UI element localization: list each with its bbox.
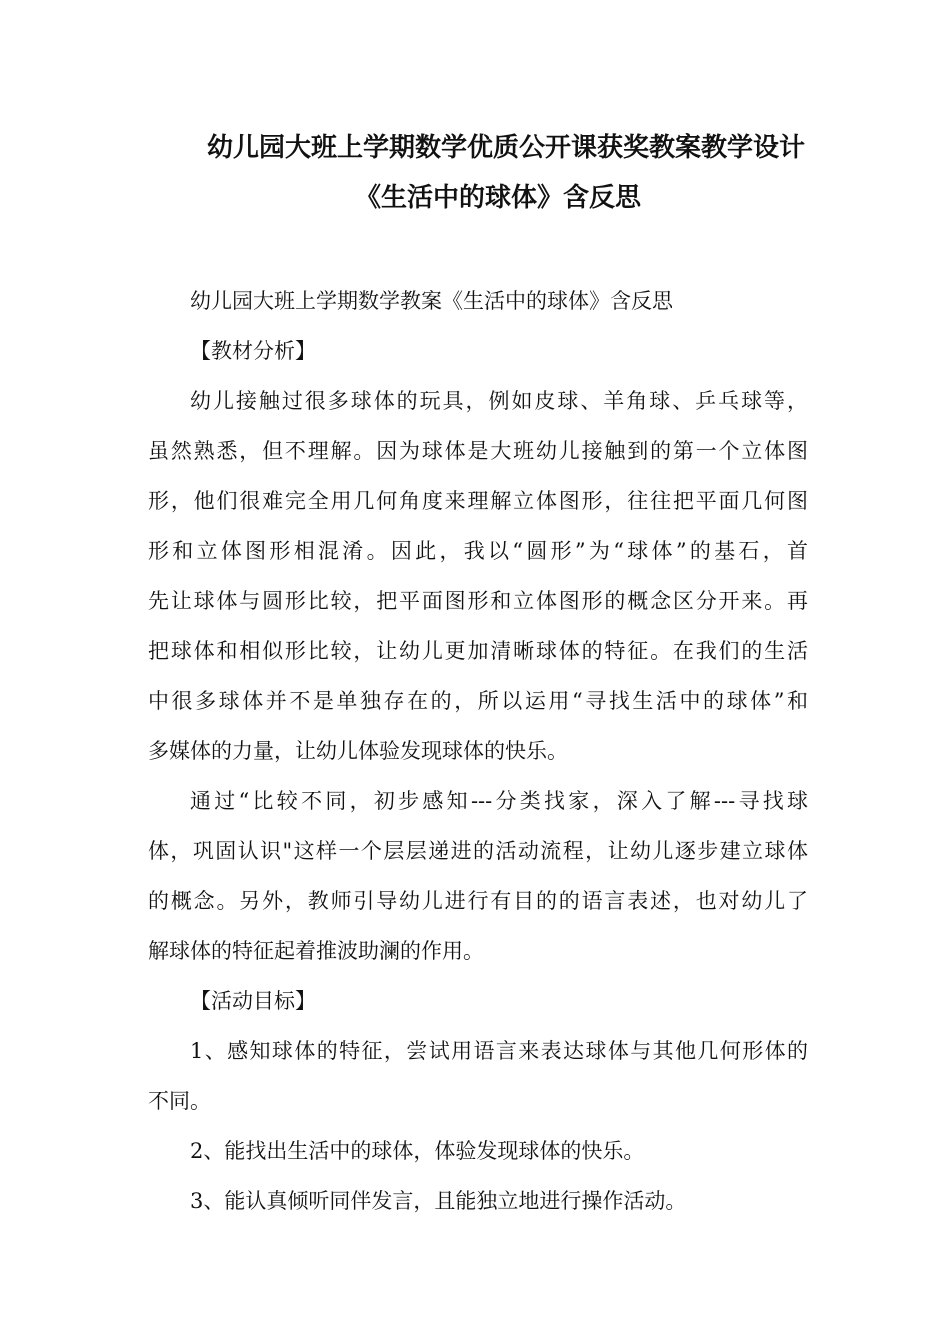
paragraph-line: 形和立体图形相混淆。因此，我以“圆形”为“球体”的基石，首 bbox=[148, 539, 808, 563]
goal-item-3: 3、能认真倾听同伴发言，且能独立地进行操作活动。 bbox=[190, 1189, 687, 1213]
paragraph-line: 虽然熟悉，但不理解。因为球体是大班幼儿接触到的第一个立体图 bbox=[148, 439, 808, 463]
paragraph-line: 幼儿接触过很多球体的玩具，例如皮球、羊角球、乒乓球等， bbox=[190, 389, 808, 413]
goal-item-2: 2、能找出生活中的球体，体验发现球体的快乐。 bbox=[190, 1139, 645, 1163]
goal-item-1-line: 不同。 bbox=[148, 1089, 211, 1113]
section-heading-activity-goals: 【活动目标】 bbox=[190, 989, 316, 1013]
paragraph-line: 形，他们很难完全用几何角度来理解立体图形，往往把平面几何图 bbox=[148, 489, 808, 513]
paragraph-line: 的概念。另外，教师引导幼儿进行有目的的语言表述，也对幼儿了 bbox=[148, 889, 808, 913]
document-subtitle: 幼儿园大班上学期数学教案《生活中的球体》含反思 bbox=[190, 289, 673, 313]
goal-item-1-line: 1、感知球体的特征，尝试用语言来表达球体与其他几何形体的 bbox=[190, 1039, 808, 1063]
paragraph-line: 体，巩固认识"这样一个层层递进的活动流程，让幼儿逐步建立球体 bbox=[148, 839, 808, 863]
paragraph-line: 先让球体与圆形比较，把平面图形和立体图形的概念区分开来。再 bbox=[148, 589, 808, 613]
paragraph-line: 中很多球体并不是单独存在的，所以运用“寻找生活中的球体”和 bbox=[148, 689, 808, 713]
paragraph-line: 多媒体的力量，让幼儿体验发现球体的快乐。 bbox=[148, 739, 568, 763]
paragraph-line: 解球体的特征起着推波助澜的作用。 bbox=[148, 939, 484, 963]
document-title-line-2: 《生活中的球体》含反思 bbox=[355, 183, 642, 213]
section-heading-materials-analysis: 【教材分析】 bbox=[190, 339, 316, 363]
paragraph-line: 通过“比较不同，初步感知---分类找家，深入了解---寻找球 bbox=[190, 789, 808, 813]
document-title-line-1: 幼儿园大班上学期数学优质公开课获奖教案教学设计 bbox=[207, 133, 806, 163]
paragraph-line: 把球体和相似形比较，让幼儿更加清晰球体的特征。在我们的生活 bbox=[148, 639, 808, 663]
